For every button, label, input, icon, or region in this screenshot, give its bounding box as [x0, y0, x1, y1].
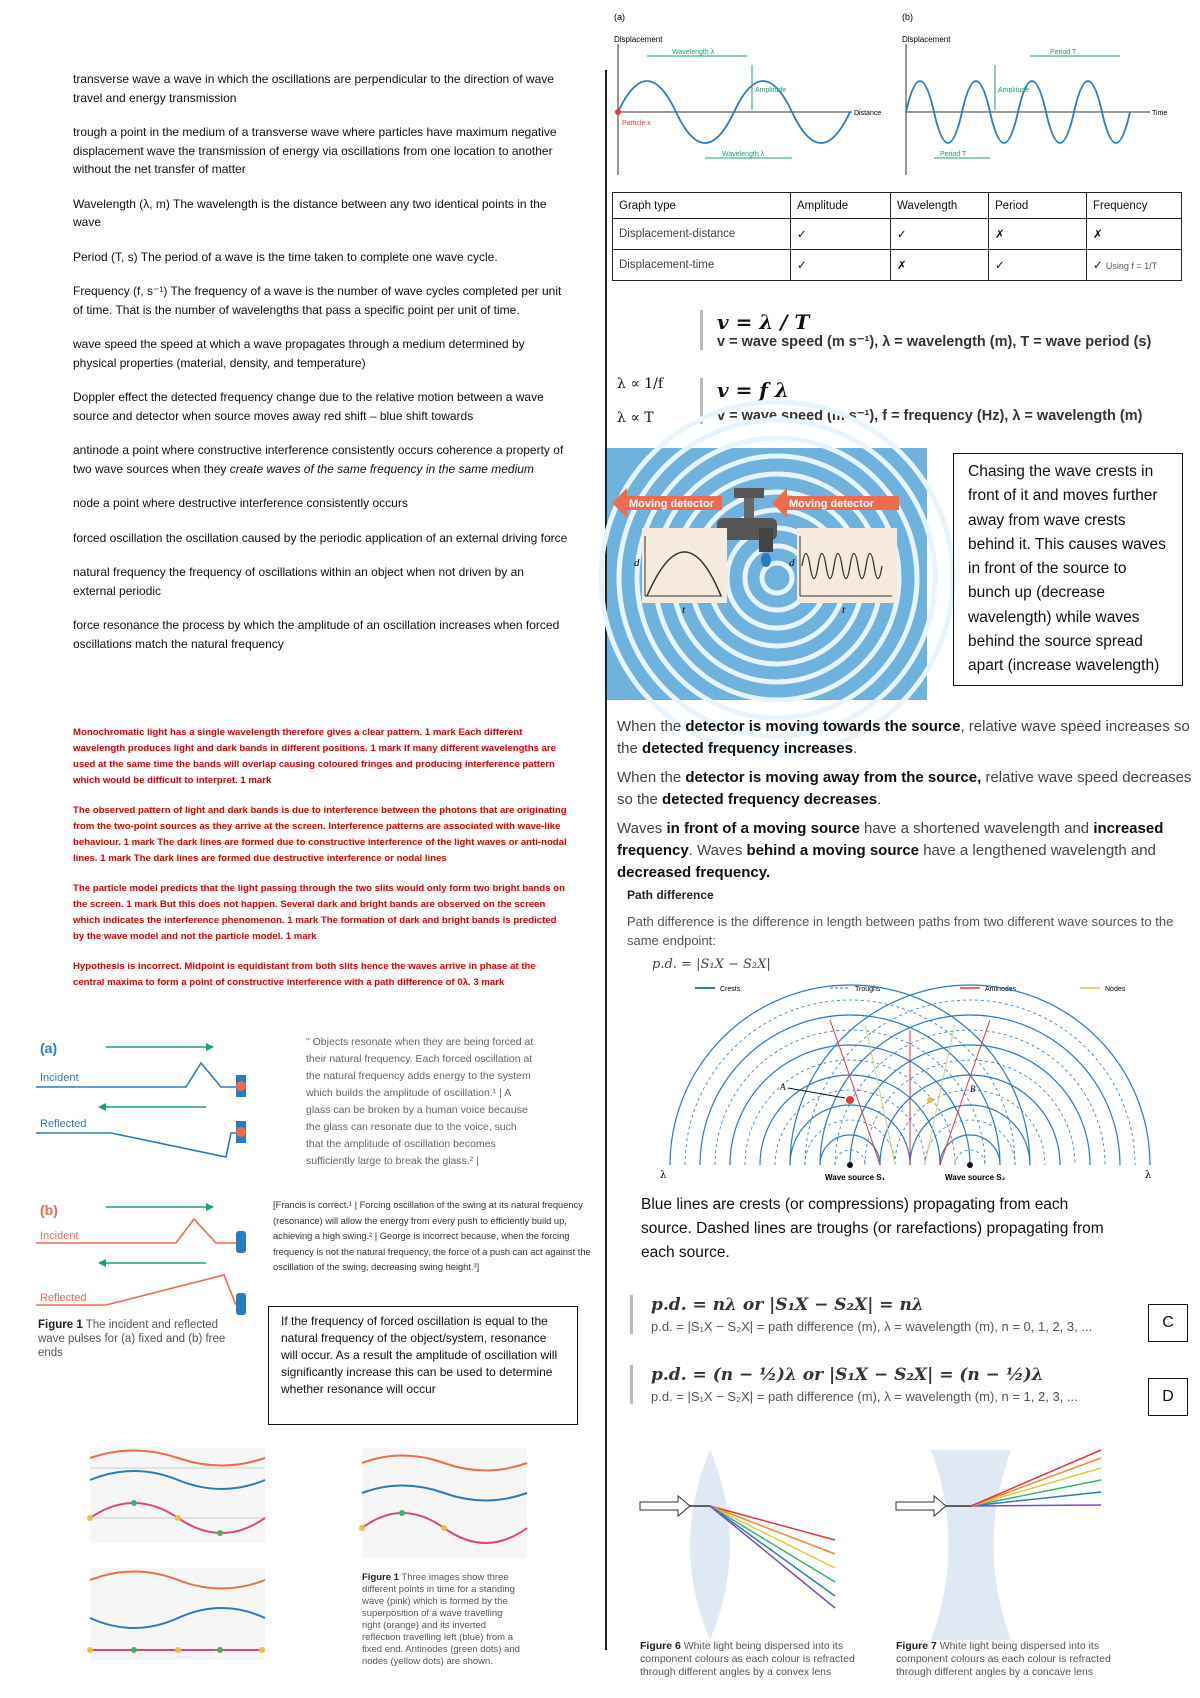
- proportion-1: λ ∝ 1/f: [617, 376, 664, 392]
- swing-answer: [Francis is correct.¹ | Forcing oscillation of the swing at its natural frequency (resonance) will allow the energy from every push to efficiently build up, achieving a high swing.² | George is incorrect because, when the forcing frequency is not the natural frequency, the force of a push can act against the oscillation of the swing, decreasing swing height.³]: [273, 1200, 591, 1272]
- table-header: Graph type: [613, 193, 791, 219]
- blue-lines-text: Blue lines are crests (or compressions) propagating from each source. Dashed lines are troughs (or rarefactions) propagating from each source.: [641, 1196, 1104, 1261]
- table-cell: ✓: [891, 219, 989, 250]
- svg-text:t: t: [682, 604, 686, 616]
- glossary-item: transverse wave a wave in which the oscillations are perpendicular to the direction of wave travel and energy transmission: [73, 72, 554, 105]
- svg-text:Antinodes: Antinodes: [985, 986, 1017, 993]
- proportion-2: λ ∝ T: [617, 410, 654, 426]
- glossary-item: Frequency (f, s⁻¹) The frequency of a wave is the number of wave cycles completed per unit of time. That is the number of wavelengths that pass a specific point per unit of time.: [73, 284, 562, 317]
- standing-wave-1: [90, 1448, 265, 1548]
- svg-text:Displacement: Displacement: [614, 35, 663, 44]
- constructive-equation: p.d. = nλ or |S₁X − S₂X| = nλ p.d. = |S₁X − S₂X| = path difference (m), λ = wavelength (m), n = 0, 1, 2, 3, ...: [630, 1295, 1092, 1334]
- label-d: D: [1148, 1378, 1188, 1416]
- concave-lens-caption: Figure 7 White light being dispersed into its component colours as each colour is refracted through different angles by a concave lens: [896, 1640, 1111, 1678]
- glossary-item: forced oscillation the oscillation caused by the periodic application of an external driving force: [73, 530, 568, 545]
- svg-text:Wavelength λ: Wavelength λ: [672, 49, 715, 56]
- path-difference-text: Path difference is the difference in length between paths from two different wave sources to the same endpoint:: [627, 914, 1174, 948]
- svg-text:d: d: [789, 557, 795, 569]
- resonance-text: " Objects resonate when they are being forced at their natural frequency. Each forced oscillation at the natural frequency adds energy to the system which builds the amplitude of oscillation.¹ | A glass can be broken by a human voice because the glass can resonate due to the voice, such that the amplitude of oscillation becomes sufficiently large to break the glass.² |: [306, 1036, 534, 1167]
- path-difference-title: Path difference: [627, 888, 714, 902]
- svg-text:d: d: [634, 557, 640, 569]
- standing-wave-2: [362, 1448, 527, 1560]
- svg-text:Period T: Period T: [940, 151, 967, 158]
- point-a: A: [780, 1082, 786, 1092]
- reflection-caption: Figure 1 The incident and reflected wave pulses for (a) fixed and (b) free ends: [38, 1319, 226, 1359]
- table-cell: ✗: [989, 219, 1087, 250]
- svg-text:Troughs: Troughs: [855, 986, 881, 993]
- column-divider: [605, 70, 607, 1650]
- svg-text:λ: λ: [660, 1170, 667, 1181]
- interference-diagram: [640, 980, 1190, 1190]
- svg-text:Amplitude: Amplitude: [998, 87, 1030, 94]
- table-header: Amplitude: [791, 193, 891, 219]
- source-2-label: Wave source S₂: [945, 1173, 1006, 1182]
- svg-text:λ: λ: [1145, 1170, 1152, 1181]
- equation-frequency: v = f λ v = wave speed (m s⁻¹), f = frequency (Hz), λ = wavelength (m): [700, 378, 1142, 424]
- table-row: [613, 250, 1182, 281]
- svg-text:Amplitude: Amplitude: [755, 87, 787, 94]
- doppler-image: [607, 448, 927, 700]
- incident-label: Incident: [40, 1072, 79, 1084]
- graph-comparison-table: [612, 192, 1182, 281]
- table-cell: ✗: [891, 250, 989, 281]
- glossary-item: natural frequency the frequency of oscillations within an object when not driven by an external periodic: [73, 565, 524, 598]
- wave-graph-time: [900, 10, 1170, 180]
- table-cell: ✗: [1087, 219, 1182, 250]
- glossary-item: antinode a point where constructive interference consistently occurs coherence a property of two wave sources when they create waves of the same frequency in the same medium: [73, 443, 564, 476]
- svg-text:(a): (a): [614, 12, 625, 22]
- svg-text:Nodes: Nodes: [1105, 986, 1126, 993]
- source-1-label: Wave source S₁: [825, 1173, 885, 1182]
- answer-paragraph: Monochromatic light has a single wavelength therefore gives a clear pattern. 1 mark Each different wavelength produces light and dark bands in different positions. 1 mark If many different wavelengths are used at the same time the bands will overlap causing coloured fringes and producing interference pattern which would be difficult to interpret. 1 mark: [73, 727, 556, 786]
- convex-lens-caption: Figure 6 White light being dispersed into its component colours as each colour is refracted through different angles by a convex lens: [640, 1640, 855, 1678]
- svg-text:Particle x: Particle x: [622, 120, 651, 127]
- wave-graph-distance: [612, 10, 882, 180]
- glossary-item: Wavelength (λ, m) The wavelength is the distance between any two identical points in the wave: [73, 196, 547, 229]
- glossary-item: Doppler effect the detected frequency change due to the relative motion between a wave source and detector when source moves away red shift – blue shift towards: [73, 390, 544, 423]
- reflection-figure: [36, 1035, 266, 1315]
- glossary-item: wave speed the speed at which a wave propagates through a medium determined by physical properties (material, density, and temperature): [73, 337, 525, 370]
- reflected-label: Reflected: [40, 1118, 87, 1130]
- answer-paragraph: Hypothesis is incorrect. Midpoint is equidistant from both slits hence the waves arrive in phase at the central maxima to form a point of constructive interference with a path difference of 0λ. 3 mark: [73, 961, 536, 988]
- equation-period: v = λ / T v = wave speed (m s⁻¹), λ = wavelength (m), T = wave period (s): [700, 310, 1151, 350]
- table-cell: ✓ Using f = 1/T: [1087, 250, 1182, 281]
- answer-paragraph: The particle model predicts that the light passing through the two slits would only form two bright bands on the screen. 1 mark But this does not happen. Several dark and bright bands are observed on the screen which indicates the interference phenomenon. 1 mark The formation of dark and bright bands is predicted by the wave model and not the particle model. 1 mark: [73, 883, 565, 942]
- table-cell: ✓: [989, 250, 1087, 281]
- detector-label-left: Moving detector: [629, 498, 714, 510]
- destructive-equation: p.d. = (n − ½)λ or |S₁X − S₂X| = (n − ½)λ p.d. = |S₁X − S₂X| = path difference (m), λ = wavelength (m), n = 1, 2, 3, ...: [630, 1365, 1078, 1404]
- svg-text:Distance: Distance: [854, 110, 882, 117]
- fig-label-b: (b): [40, 1202, 58, 1218]
- table-cell: Displacement-distance: [613, 219, 791, 250]
- glossary: [73, 70, 568, 669]
- svg-text:Crests: Crests: [720, 986, 741, 993]
- svg-text:Reflected: Reflected: [40, 1292, 87, 1304]
- table-header-row: [613, 193, 1182, 219]
- answer-paragraph: The observed pattern of light and dark bands is due to interference between the photons that are originating from the two-point sources as they arrive at the screen. Interference patterns are associated with wave-like behaviour. 1 mark The dark lines are formed due to constructive interference of the light waves or anti-nodal lines. 1 mark The dark lines are formed due destructive interference or nodal lines: [73, 805, 567, 864]
- table-cell: ✓: [791, 250, 891, 281]
- convex-lens-figure: [640, 1450, 850, 1640]
- standing-wave-caption: Figure 1 Three images show three different points in time for a standing wave (pink) which is formed by the superposition of a wave travelling right (orange) and its inverted reflection travelling left (blue) from a fixed end. Antinodes (green dots) and nodes (yellow dots) are shown.: [362, 1572, 520, 1667]
- glossary-item: node a point where destructive interference consistently occurs: [73, 496, 408, 510]
- glossary-item: Period (T, s) The period of a wave is the time taken to complete one wave cycle.: [73, 249, 498, 264]
- svg-text:Time: Time: [1152, 110, 1168, 117]
- standing-wave-3: [90, 1568, 265, 1663]
- glossary-item: trough a point in the medium of a transverse wave where particles have maximum negative displacement wave the transmission of energy via oscillations from one location to another without the net transfer of matter: [73, 125, 557, 176]
- table-header: Period: [989, 193, 1087, 219]
- svg-text:Period T: Period T: [1050, 49, 1077, 56]
- doppler-explanation-box: Chasing the wave crests in front of it and moves further away from wave crests behind it. This causes waves in front of the source to bunch up (decrease wavelength) while waves behind the source spread apart (increase wavelength): [953, 453, 1183, 686]
- svg-text:(b): (b): [902, 12, 913, 22]
- doppler-paragraph-away: When the detector is moving away from the source, relative wave speed decreases so the detected frequency decreases.: [617, 769, 1192, 808]
- path-difference-equation: p.d. = |S₁X − S₂X|: [652, 957, 771, 972]
- marking-answers: [73, 725, 568, 1005]
- point-b: B: [970, 1084, 976, 1094]
- glossary-item: force resonance the process by which the amplitude of an oscillation increases when forced oscillations match the natural frequency: [73, 618, 560, 651]
- svg-text:Incident: Incident: [40, 1230, 79, 1242]
- svg-text:Wavelength λ: Wavelength λ: [722, 151, 765, 158]
- table-header: Wavelength: [891, 193, 989, 219]
- resonance-box: If the frequency of forced oscillation is equal to the natural frequency of the object/system, resonance will occur. As a result the amplitude of oscillation will significantly increase this can be used to determine whether resonance will occur: [268, 1306, 578, 1425]
- fig-label-a: (a): [40, 1040, 58, 1056]
- doppler-paragraph-source: Waves in front of a moving source have a shortened wavelength and increased frequency. Waves behind a moving source have a lengthened wavelength and decreased frequency.: [617, 820, 1164, 881]
- table-row: [613, 219, 1182, 250]
- doppler-paragraph-towards: When the detector is moving towards the source, relative wave speed increases so the detected frequency increases.: [617, 718, 1190, 757]
- table-cell: Displacement-time: [613, 250, 791, 281]
- table-header: Frequency: [1087, 193, 1182, 219]
- svg-text:t: t: [842, 604, 846, 616]
- svg-text:Displacement: Displacement: [902, 35, 951, 44]
- table-cell: ✓: [791, 219, 891, 250]
- concave-lens-figure: [896, 1450, 1116, 1640]
- detector-label-right: Moving detector: [789, 498, 874, 510]
- label-c: C: [1148, 1304, 1188, 1342]
